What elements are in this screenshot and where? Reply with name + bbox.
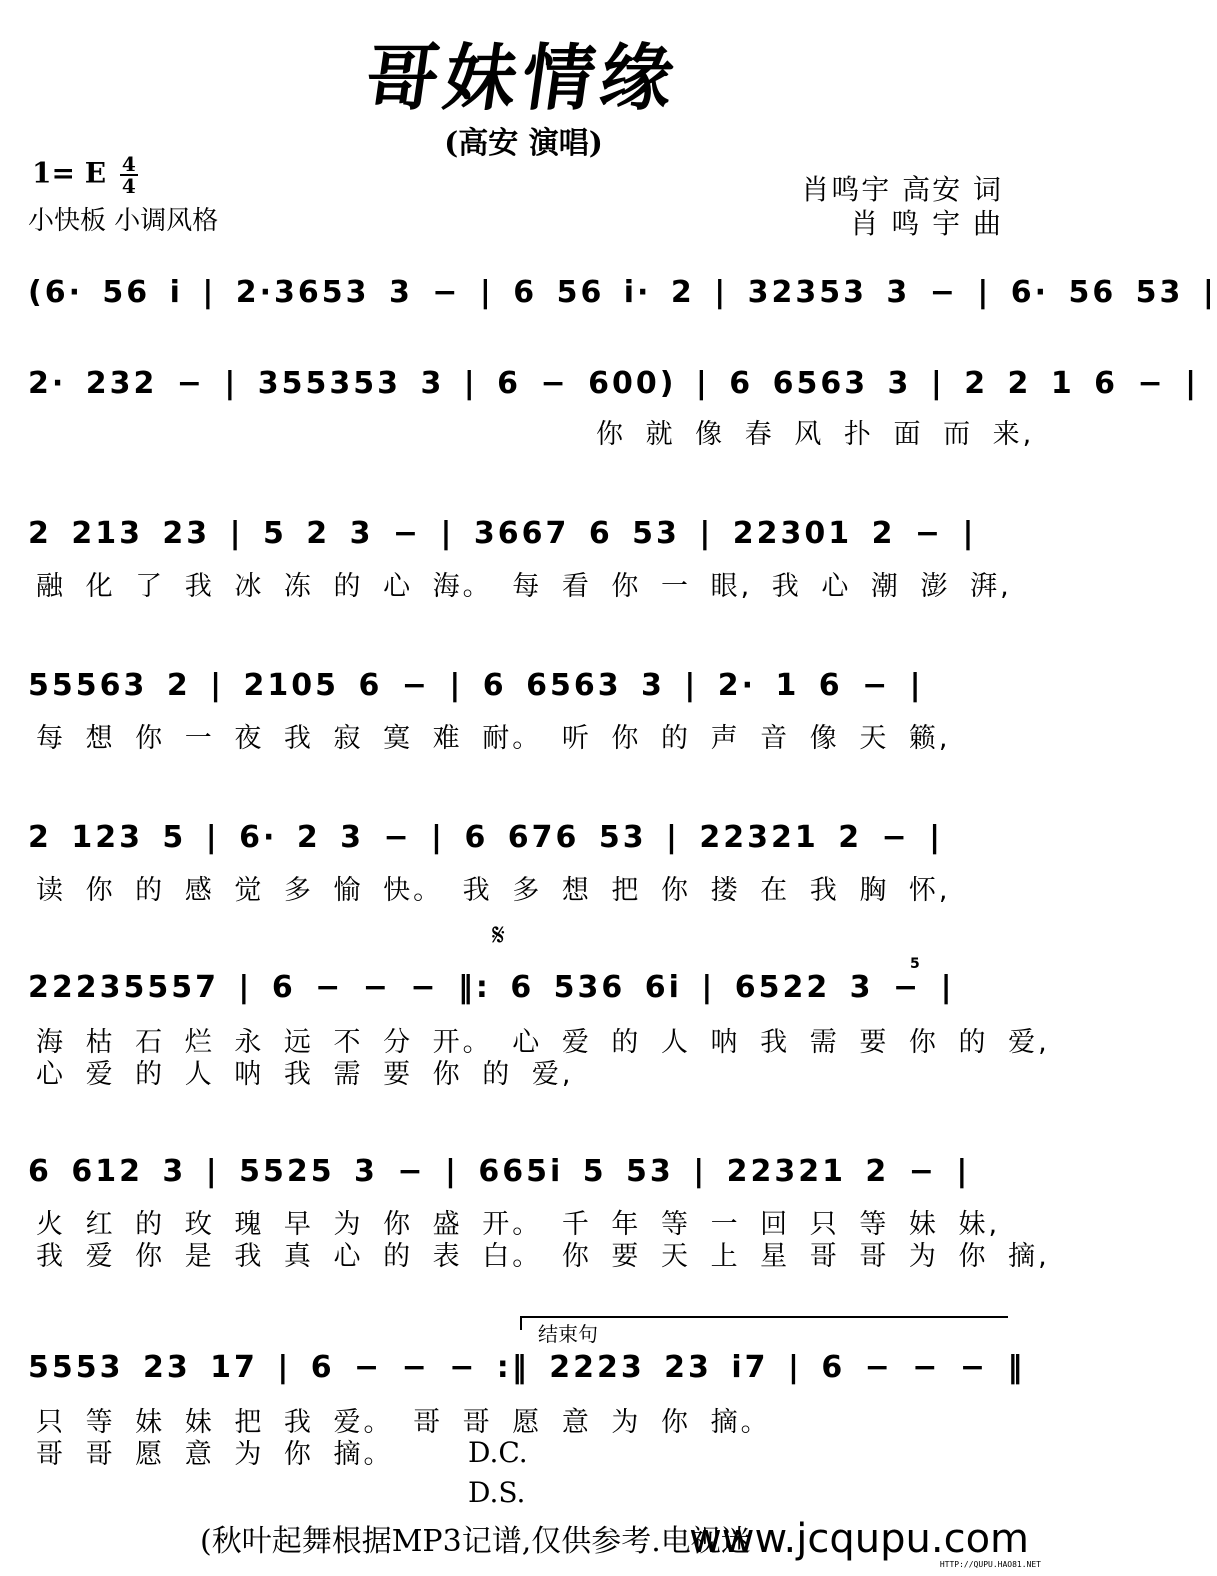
score-row-8: 5553 23 17 | 6 − − − :‖ 2223 23 i7 | 6 − − − ‖ xyxy=(28,1350,1026,1385)
lyric-row-5: 读 你 的 感 觉 多 愉 快。 我 多 想 把 你 搂 在 我 胸 怀, xyxy=(36,875,951,906)
score-row-2: 2· 232 − | 355353 3 | 6 − 600) | 6 6563 3 | 2 2 1 6 − | xyxy=(28,366,1200,401)
composer-credit: 肖 鸣 宇 曲 xyxy=(850,207,1003,240)
site-watermark: www.jcqupu.com xyxy=(689,1516,1029,1562)
dc-marking: D.C. xyxy=(468,1436,528,1469)
score-row-6: 22235557 | 6 − − − ‖: 6 536 6i | 6522 3 − | xyxy=(28,970,955,1005)
lyric-row-6b: 心 爱 的 人 呐 我 需 要 你 的 爱, xyxy=(36,1059,574,1090)
lyric-row-8a: 只 等 妹 妹 把 我 爱。 哥 哥 愿 意 为 你 摘。 xyxy=(36,1407,771,1438)
ending-label: 结束句 xyxy=(538,1322,598,1346)
url-watermark: HTTP://QUPU.HAO81.NET xyxy=(939,1560,1041,1569)
lyricist-credit: 肖鸣宇 高安 词 xyxy=(801,173,1003,206)
singer-line: (高安 演唱) xyxy=(444,126,603,161)
score-row-5: 2 123 5 | 6· 2 3 − | 6 676 53 | 22321 2 − | xyxy=(28,820,944,855)
lyric-row-7b: 我 爱 你 是 我 真 心 的 表 白。 你 要 天 上 星 哥 哥 为 你 摘, xyxy=(36,1241,1050,1272)
ds-marking: D.S. xyxy=(468,1476,526,1509)
lyric-row-3: 融 化 了 我 冰 冻 的 心 海。 每 看 你 一 眼, 我 心 潮 澎 湃, xyxy=(36,571,1012,602)
score-row-4: 55563 2 | 2105 6 − | 6 6563 3 | 2· 1 6 − | xyxy=(28,668,924,703)
grace-note: 5 xyxy=(910,956,920,972)
time-top: 4 xyxy=(121,152,136,176)
tempo-marking: 小快板 小调风格 xyxy=(28,206,219,236)
lyric-row-2: 你 就 像 春 风 扑 面 而 来, xyxy=(596,419,1035,450)
time-bottom: 4 xyxy=(121,174,136,198)
segno-sign: 𝄋 xyxy=(492,918,505,953)
score-row-3: 2 213 23 | 5 2 3 − | 3667 6 53 | 22301 2 − | xyxy=(28,516,977,551)
key-label: 1= E xyxy=(32,156,107,190)
lyric-row-7a: 火 红 的 玫 瑰 早 为 你 盛 开。 千 年 等 一 回 只 等 妹 妹, xyxy=(36,1209,1001,1240)
score-row-7: 6 612 3 | 5525 3 − | 665i 5 53 | 22321 2 − | xyxy=(28,1154,971,1189)
lyric-row-4: 每 想 你 一 夜 我 寂 寞 难 耐。 听 你 的 声 音 像 天 籁, xyxy=(36,723,951,754)
lyric-row-8b: 哥 哥 愿 意 为 你 摘。 xyxy=(36,1439,394,1470)
lyric-row-6a: 海 枯 石 烂 永 远 不 分 开。 心 爱 的 人 呐 我 需 要 你 的 爱, xyxy=(36,1027,1050,1058)
key-signature xyxy=(32,152,138,198)
score-row-1: (6· 56 i | 2·3653 3 − | 6 56 i· 2 | 32353 3 − | 6· 56 53 | xyxy=(28,275,1217,310)
transcription-note: (秋叶起舞根据MP3记谱,仅供参考.电视迷 xyxy=(200,1524,751,1559)
time-signature xyxy=(120,152,138,198)
song-title: 哥妹情缘 xyxy=(360,35,685,120)
